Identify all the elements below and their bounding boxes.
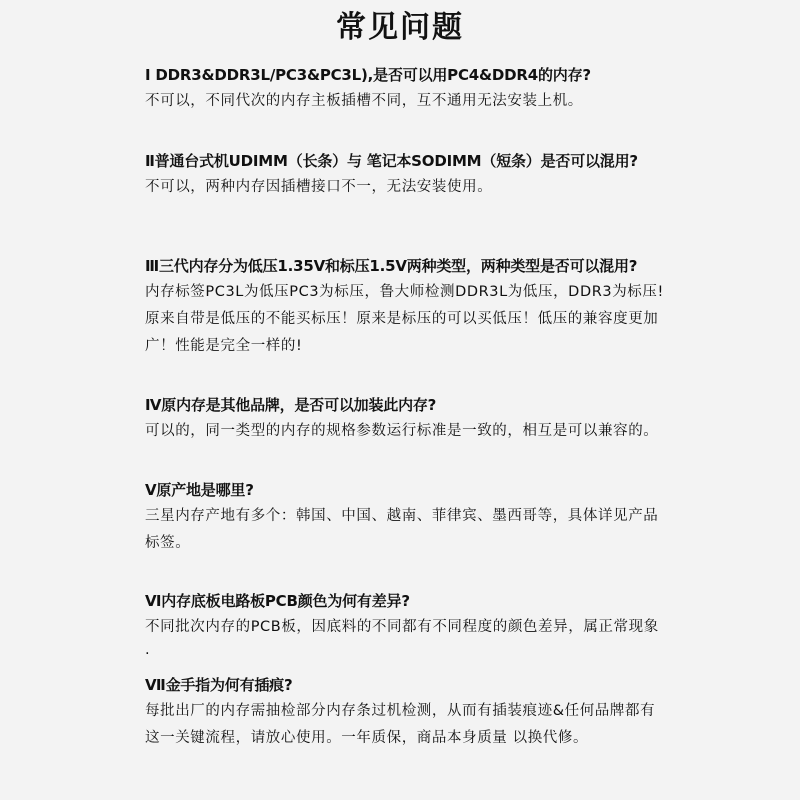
faq-answer-line: 原来自带是低压的不能买标压！原来是标压的可以买低压！低压的兼容度更加	[145, 311, 659, 327]
faq-item	[145, 590, 765, 659]
faq-answer-line: 不可以，两种内存因插槽接口不一，无法安装使用。	[145, 179, 493, 195]
faq-answer	[145, 174, 765, 201]
faq-question: Ⅵ内存底板电路板PCB颜色为何有差异?	[145, 592, 410, 610]
faq-answer-line: 这一关键流程，请放心使用。一年质保，商品本身质量 以换代修。	[145, 730, 589, 746]
faq-question: Ⅲ三代内存分为低压1.35V和标压1.5V两种类型，两种类型是否可以混用?	[145, 257, 638, 275]
faq-item	[145, 255, 765, 360]
faq-answer	[145, 503, 765, 557]
faq-item	[145, 394, 765, 445]
faq-item	[145, 150, 765, 201]
faq-answer	[145, 698, 765, 752]
faq-answer-line: .	[145, 642, 151, 658]
page-title: 常见问题	[336, 10, 464, 45]
faq-question: Ⅰ DDR3&DDR3L/PC3&PC3L),是否可以用PC4&DDR4的内存?	[145, 66, 591, 84]
faq-answer-line: 可以的，同一类型的内存的规格参数运行标准是一致的，相互是可以兼容的。	[145, 423, 659, 439]
faq-item	[145, 64, 765, 115]
faq-question: Ⅶ金手指为何有插痕?	[145, 676, 293, 694]
faq-answer	[145, 279, 765, 360]
faq-answer	[145, 88, 765, 115]
faq-answer-line: 不同批次内存的PCB板，因底料的不同都有不同程度的颜色差异，属正常现象	[145, 619, 659, 635]
faq-answer-line: 广！性能是完全一样的!	[145, 338, 303, 354]
faq-answer-line: 标签。	[145, 535, 191, 551]
faq-item	[145, 674, 765, 752]
faq-question: Ⅱ普通台式机UDIMM（长条）与 笔记本SODIMM（短条）是否可以混用?	[145, 152, 638, 170]
faq-answer	[145, 614, 765, 659]
faq-question: Ⅴ原产地是哪里?	[145, 481, 254, 499]
faq-answer-line: 不可以，不同代次的内存主板插槽不同，互不通用无法安装上机。	[145, 93, 583, 109]
faq-question: Ⅳ原内存是其他品牌，是否可以加装此内存?	[145, 396, 437, 414]
faq-answer-line: 三星内存产地有多个：韩国、中国、越南、菲律宾、墨西哥等，具体详见产品	[145, 508, 659, 524]
faq-answer	[145, 418, 765, 445]
faq-item	[145, 479, 765, 557]
faq-answer-line: 内存标签PC3L为低压PC3为标压，鲁大师检测DDR3L为低压，DDR3为标压!	[145, 284, 664, 300]
faq-answer-line: 每批出厂的内存需抽检部分内存条过机检测，从而有插装痕迹&任何品牌都有	[145, 703, 656, 719]
